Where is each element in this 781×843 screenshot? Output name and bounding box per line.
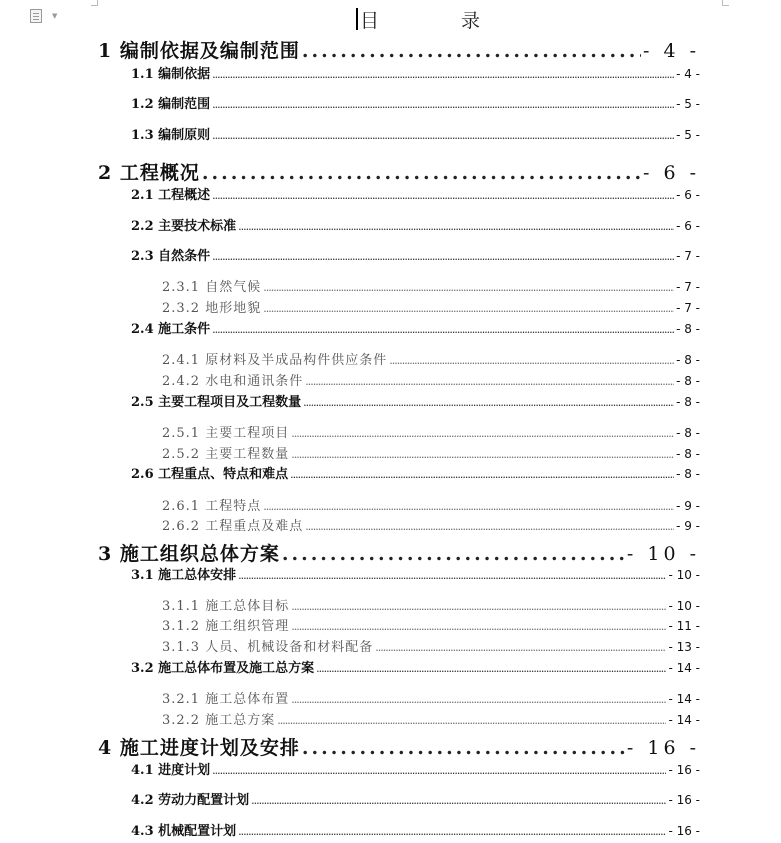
dot-leader — [291, 600, 666, 613]
dot-leader — [238, 569, 666, 582]
toc-entry[interactable] — [162, 515, 700, 534]
toc-entry-title: 1.1 编制依据 — [131, 67, 211, 82]
toc-entry-title: 1 编制依据及编制范围 — [98, 40, 300, 62]
dot-leader — [212, 189, 674, 202]
dot-leader — [212, 764, 666, 777]
toc-entry[interactable] — [131, 391, 700, 410]
toc-page-number: - 8 - — [676, 467, 700, 481]
toc-entry[interactable] — [131, 63, 700, 82]
toc-page-number: - 14 - — [668, 713, 700, 727]
toc-entry-title: 2.4.2 水电和通讯条件 — [162, 374, 304, 389]
dot-leader — [263, 281, 674, 294]
dot-leader — [305, 520, 674, 533]
toc-entry-title: 2.5 主要工程项目及工程数量 — [131, 395, 302, 410]
toc-entry[interactable] — [162, 709, 700, 728]
toc-entry[interactable] — [131, 318, 700, 337]
toc-entry[interactable] — [162, 422, 700, 441]
toc-page-number: - 5 - — [676, 97, 700, 111]
toc-page-number: - 14 - — [668, 661, 700, 675]
dot-leader — [303, 396, 674, 409]
toc-entry[interactable] — [131, 657, 700, 676]
toc-entry[interactable] — [162, 443, 700, 462]
toc-entry-title: 3.1.1 施工总体目标 — [162, 599, 290, 614]
toc-page-number: - 7 - — [676, 249, 700, 263]
dot-leader — [263, 500, 674, 513]
toc-entry-title: 2.3.2 地形地貌 — [162, 301, 262, 316]
toc-entry-title: 1.2 编制范围 — [131, 97, 211, 112]
toc-entry[interactable] — [131, 564, 700, 583]
toc-entry[interactable] — [131, 820, 700, 839]
toc-entry-title: 3.1 施工总体安排 — [131, 568, 237, 583]
toc-page-number: - 10 - — [626, 543, 700, 565]
dot-leader — [290, 468, 674, 481]
toc-entry[interactable] — [162, 370, 700, 389]
toc-entry-title: 4.3 机械配置计划 — [131, 824, 237, 839]
toc-entry[interactable] — [131, 124, 700, 143]
toc-page-number: - 8 - — [676, 374, 700, 388]
toc-page-number: - 9 - — [676, 499, 700, 513]
toc-page-number: - 4 - — [676, 67, 700, 81]
dot-leader — [389, 354, 674, 367]
margin-corner-mark — [91, 0, 98, 6]
dot-leader — [202, 162, 641, 184]
toc-entry-title: 2.3.1 自然气候 — [162, 280, 262, 295]
toc-entry-title: 2.4 施工条件 — [131, 322, 211, 337]
toc-entry-title: 3 施工组织总体方案 — [98, 543, 280, 565]
toc-page-number: - 13 - — [668, 640, 700, 654]
toc-page-number: - 8 - — [676, 322, 700, 336]
toc-entry-title: 2 工程概况 — [98, 162, 200, 184]
toc-entry-title: 3.2.1 施工总体布置 — [162, 692, 290, 707]
toc-entry-title: 2.1 工程概述 — [131, 188, 211, 203]
toc-entry[interactable] — [162, 615, 700, 634]
toc-entry[interactable] — [98, 158, 700, 185]
toc-entry[interactable] — [131, 463, 700, 482]
toc-entry[interactable] — [162, 688, 700, 707]
toc-entry[interactable] — [131, 93, 700, 112]
toc-entry-title: 2.6.1 工程特点 — [162, 499, 262, 514]
toc-page-number: - 8 - — [676, 353, 700, 367]
chevron-down-icon[interactable]: ▼ — [52, 12, 58, 20]
dot-leader — [302, 737, 625, 759]
toc-entry-title: 2.3 自然条件 — [131, 249, 211, 264]
toc-entry[interactable] — [131, 245, 700, 264]
toc-page-number: - 11 - — [668, 619, 700, 633]
dot-leader — [212, 129, 674, 142]
toc-page-number: - 6 - — [642, 162, 700, 184]
dot-leader — [263, 302, 674, 315]
dot-leader — [316, 662, 666, 675]
dot-leader — [302, 40, 641, 62]
toc-entry[interactable] — [162, 297, 700, 316]
dot-leader — [212, 323, 674, 336]
toc-entry[interactable] — [162, 595, 700, 614]
toc-entry[interactable] — [131, 184, 700, 203]
toc-page-number: - 6 - — [676, 219, 700, 233]
margin-corner-mark — [722, 0, 729, 6]
toc-page-number: - 7 - — [676, 280, 700, 294]
toc-entry-title: 4 施工进度计划及安排 — [98, 737, 300, 759]
toc-page-number: - 6 - — [676, 188, 700, 202]
toc-entry-title: 2.4.1 原材料及半成品构件供应条件 — [162, 353, 388, 368]
dot-leader — [277, 714, 666, 727]
dot-leader — [305, 375, 674, 388]
toc-entry[interactable] — [162, 495, 700, 514]
dot-leader — [251, 794, 666, 807]
toc-page-number: - 8 - — [676, 447, 700, 461]
toc-entry-title: 2.5.1 主要工程项目 — [162, 426, 290, 441]
toc-entry[interactable] — [162, 349, 700, 368]
toc-page-number: - 14 - — [668, 692, 700, 706]
dot-leader — [238, 220, 674, 233]
toc-entry[interactable] — [131, 759, 700, 778]
toc-page-number: - 10 - — [668, 599, 700, 613]
toc-entry[interactable] — [131, 789, 700, 808]
dot-leader — [238, 825, 666, 838]
toc-page-number: - 16 - — [668, 793, 700, 807]
toc-entry-title: 2.6 工程重点、特点和难点 — [131, 467, 289, 482]
toc-entry-title: 3.1.3 人员、机械设备和材料配备 — [162, 640, 374, 655]
toc-entry-title: 3.1.2 施工组织管理 — [162, 619, 290, 634]
toc-entry-title: 2.5.2 主要工程数量 — [162, 447, 290, 462]
dot-leader — [282, 543, 625, 565]
toc-page-number: - 8 - — [676, 426, 700, 440]
toc-page-number: - 8 - — [676, 395, 700, 409]
dot-leader — [291, 693, 666, 706]
toc-page-number: - 4 - — [642, 40, 700, 62]
dot-leader — [212, 98, 674, 111]
toc-page-number: - 10 - — [668, 568, 700, 582]
dot-leader — [291, 448, 674, 461]
toc-entry-title: 2.2 主要技术标准 — [131, 219, 237, 234]
toc-entry[interactable] — [131, 215, 700, 234]
toc-entry[interactable] — [162, 276, 700, 295]
toc-entry[interactable] — [98, 733, 700, 760]
toc-entry-title: 4.2 劳动力配置计划 — [131, 793, 250, 808]
toc-entry-title: 2.6.2 工程重点及难点 — [162, 519, 304, 534]
dot-leader — [212, 250, 674, 263]
toc-entry-title: 4.1 进度计划 — [131, 763, 211, 778]
toc-page-number: - 7 - — [676, 301, 700, 315]
toc-page-number: - 5 - — [676, 128, 700, 142]
document-icon[interactable] — [30, 9, 42, 23]
toc-page-number: - 16 - — [668, 824, 700, 838]
toc-entry-title: 1.3 编制原则 — [131, 128, 211, 143]
dot-leader — [375, 641, 666, 654]
toc-page-number: - 16 - — [626, 737, 700, 759]
toc-entry-title: 3.2 施工总体布置及施工总方案 — [131, 661, 315, 676]
dot-leader — [291, 427, 674, 440]
toc-title: 目 录 — [360, 10, 519, 32]
toc-entry[interactable] — [162, 636, 700, 655]
toc-page-number: - 9 - — [676, 519, 700, 533]
toc-entry-title: 3.2.2 施工总方案 — [162, 713, 276, 728]
dot-leader — [291, 620, 666, 633]
toc-entry[interactable] — [98, 539, 700, 566]
toc-page-number: - 16 - — [668, 763, 700, 777]
dot-leader — [212, 68, 674, 81]
text-cursor — [356, 8, 358, 30]
toc-entry[interactable] — [98, 36, 700, 63]
